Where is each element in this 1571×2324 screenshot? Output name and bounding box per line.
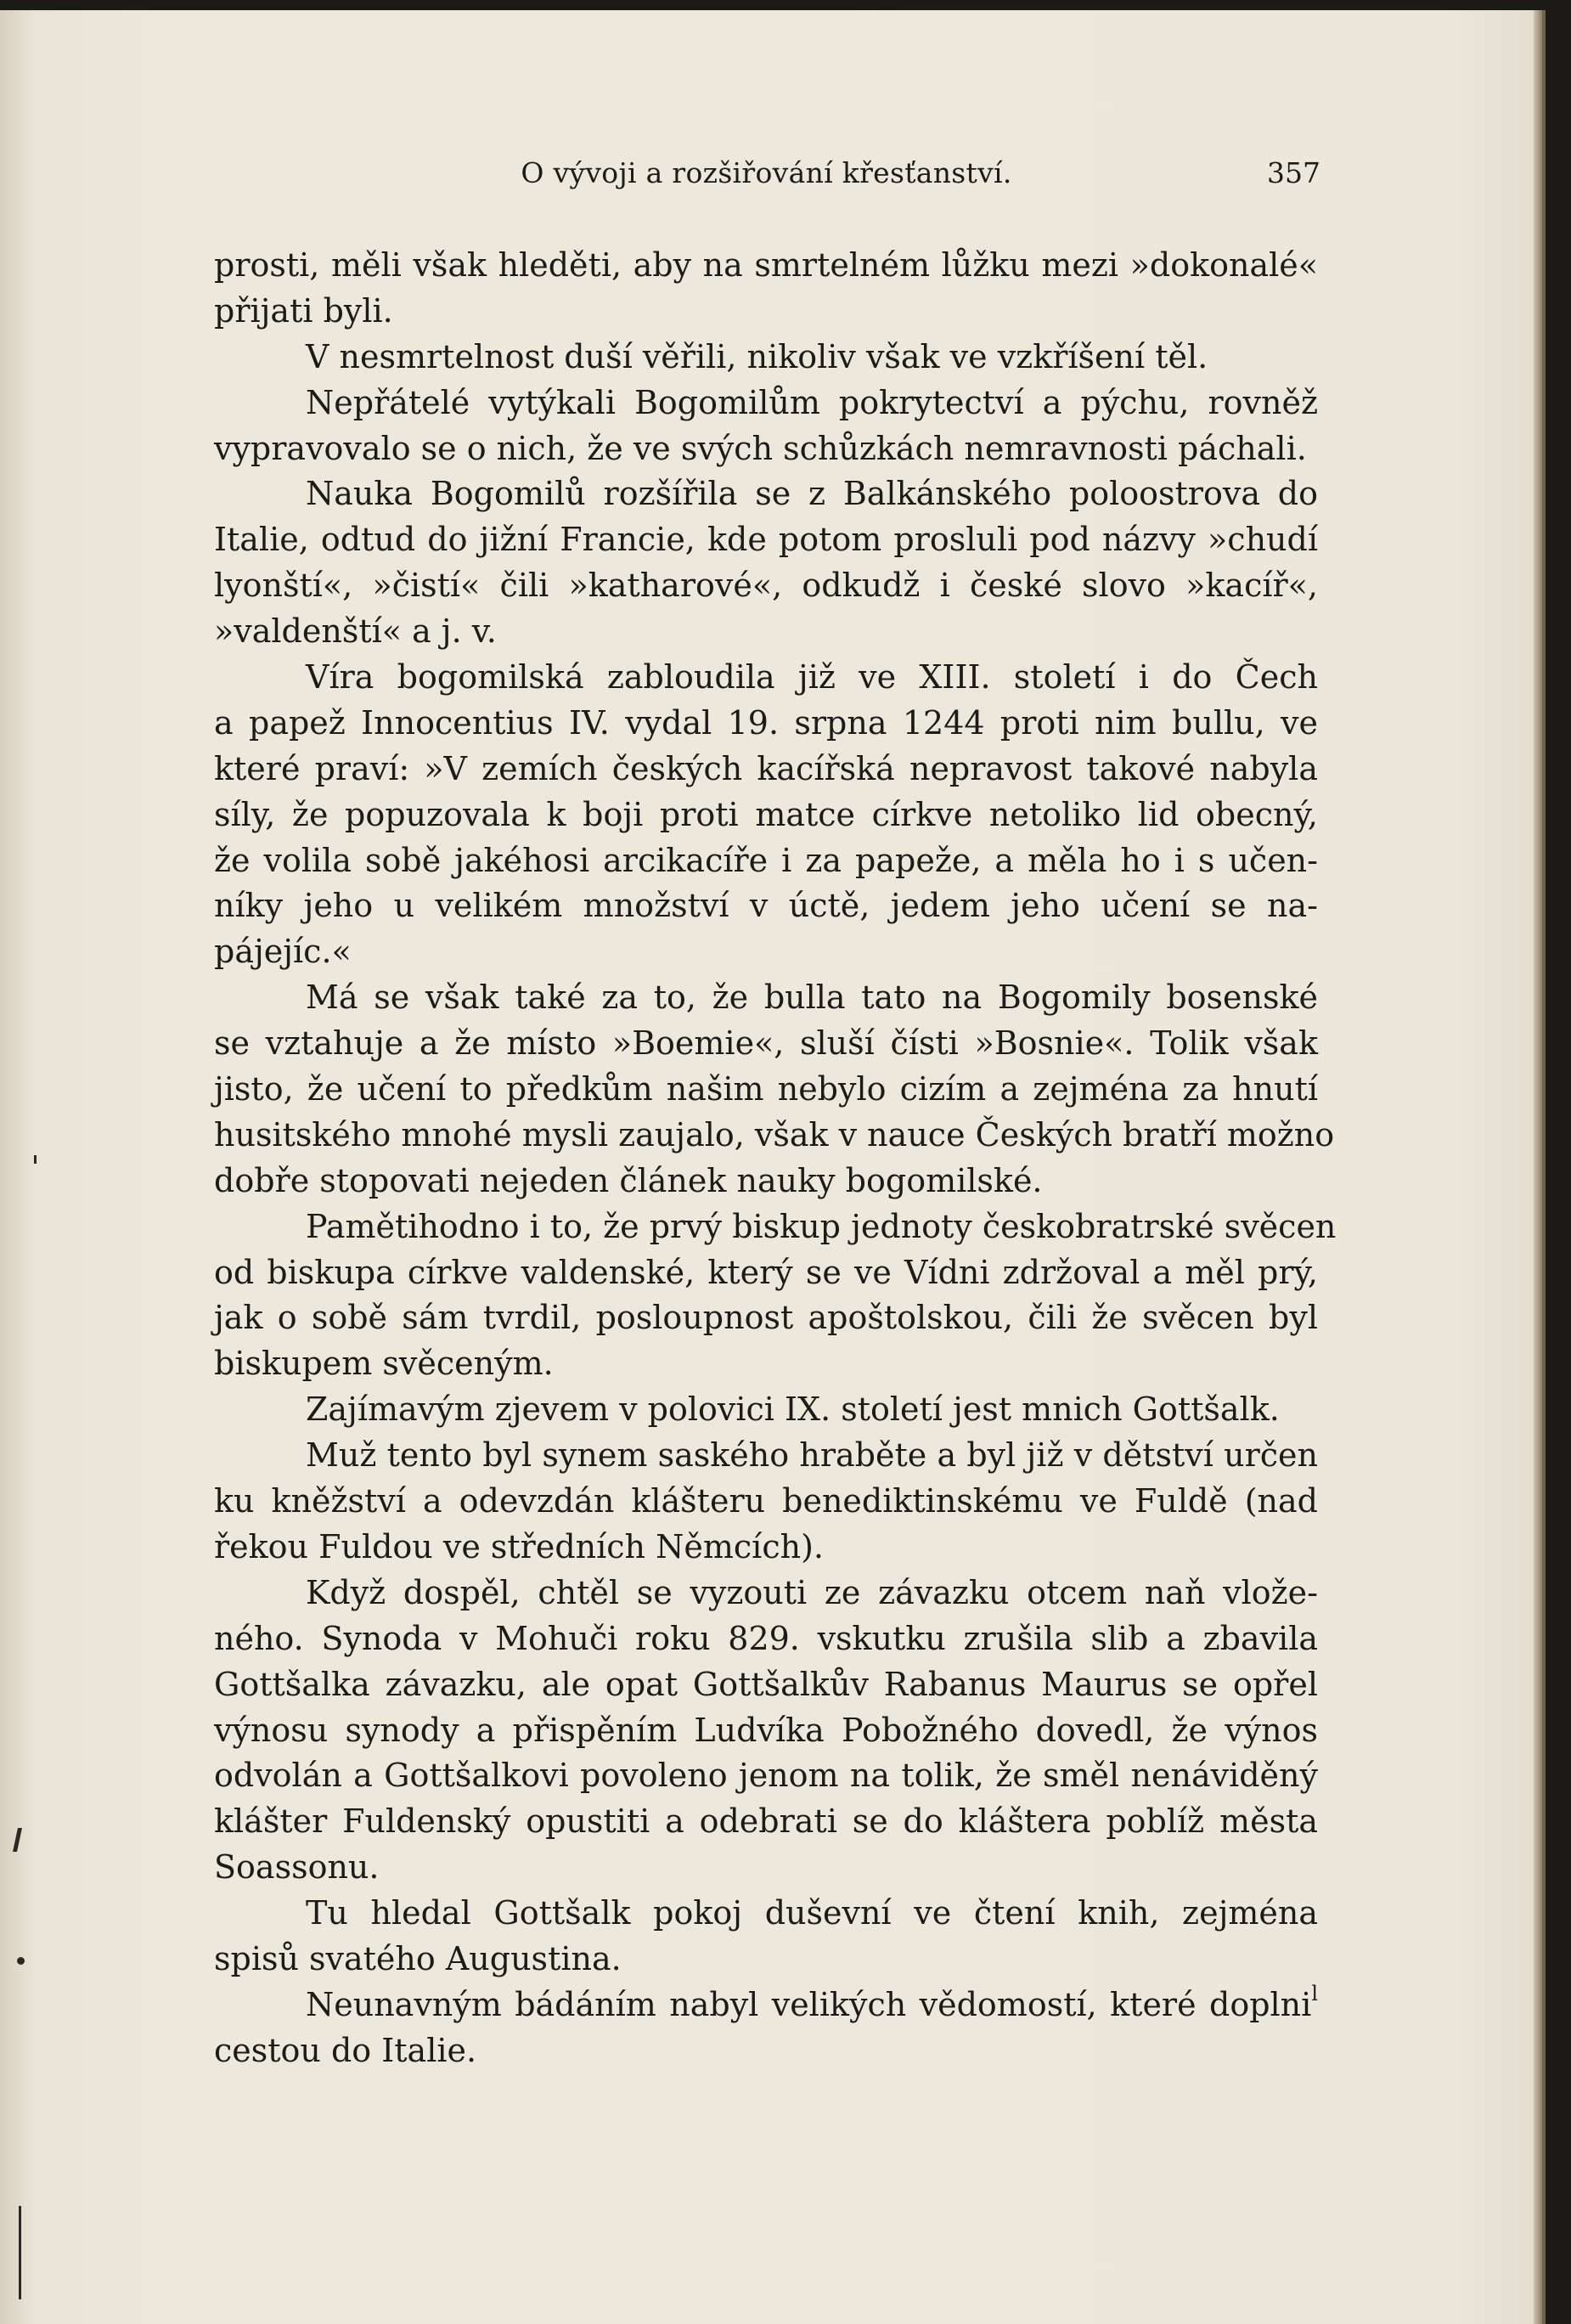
- text-line: dobře stopovati nejeden článek nauky bogomilské.: [214, 1161, 1043, 1199]
- text-line: které praví: »V zemích českých kacířská nepravost takové nabyla: [214, 749, 1318, 787]
- text-line: od biskupa církve valdenské, který se ve Vídni zdržoval a měl prý,: [214, 1253, 1318, 1291]
- text-line: »valdenští« a j. v.: [214, 612, 497, 651]
- text-line: výnosu synody a přispěním Ludvíka Pobožného dovedl, že výnos: [214, 1711, 1318, 1749]
- text-line: Italie, odtud do jižní Francie, kde potom prosluli pod názvy »chudí: [214, 521, 1318, 559]
- text-line: Pamětihodno i to, že prvý biskup jednoty českobratrské svěcen: [306, 1207, 1337, 1245]
- text-line: spisů svatého Augustina.: [214, 1939, 622, 1977]
- text-line: řekou Fuldou ve středních Němcích).: [214, 1527, 824, 1565]
- text-line: [214, 1983, 1318, 2028]
- running-title: O vývoji a rozšiřování křesťanství.: [521, 156, 1012, 189]
- text-line: odvolán a Gottšalkovi povoleno jenom na tolik, že směl nenáviděný: [214, 1757, 1318, 1795]
- text-line: cestou do Italie.: [214, 2031, 477, 2069]
- text-line: Když dospěl, chtěl se vyzouti ze závazku otcem naň vlože-: [306, 1573, 1318, 1611]
- text-line: husitského mnohé mysli zaujalo, však v nauce Českých bratří možno: [214, 1115, 1335, 1154]
- text-line: Zajímavým zjevem v polovici IX. století jest mnich Gottšalk.: [306, 1390, 1280, 1429]
- text-line: jak o sobě sám tvrdil, posloupnost apoštolskou, čili že svěcen byl: [214, 1299, 1318, 1337]
- line-text: Neunavným bádáním nabyl velikých vědomostí, které doplni: [306, 1985, 1312, 2023]
- text-line: Gottšalka závazku, ale opat Gottšalkův Rabanus Maurus se opřel: [214, 1665, 1318, 1703]
- text-line: Tu hledal Gottšalk pokoj duševní ve čtení knih, zejména: [306, 1894, 1318, 1932]
- text-line: ku kněžství a odevzdán klášteru benediktinskému ve Fuldě (nad: [214, 1482, 1318, 1520]
- text-line: a papež Innocentius IV. vydal 19. srpna 1244 proti nim bullu, ve: [214, 703, 1318, 742]
- running-head: [212, 156, 1320, 200]
- text-line: vypravovalo se o nich, že ve svých schůzkách nemravnosti páchali.: [214, 429, 1307, 467]
- text-line: pájejíc.«: [214, 933, 352, 971]
- text-line: Soassonu.: [214, 1848, 380, 1887]
- text-line: Nepřátelé vytýkali Bogomilům pokrytectví a pýchu, rovněž: [306, 383, 1318, 421]
- text-line: klášter Fuldenský opustiti a odebrati se do kláštera poblíž města: [214, 1802, 1318, 1841]
- footnote-mark: l: [1311, 1981, 1318, 2005]
- text-line: se vztahuje a že místo »Boemie«, sluší čísti »Bosnie«. Tolik však: [214, 1024, 1318, 1063]
- text-line: síly, že popuzovala k boji proti matce církve netoliko lid obecný,: [214, 795, 1318, 833]
- text-line: přijati byli.: [214, 291, 393, 330]
- text-line: biskupem svěceným.: [214, 1345, 554, 1383]
- text-line: níky jeho u velikém množství v úctě, jedem jeho učení se na-: [214, 887, 1318, 925]
- page-number: 357: [1267, 156, 1320, 189]
- text-line: lyonští«, »čistí« čili »katharové«, odkudž i české slovo »kacíř«,: [214, 567, 1318, 605]
- text-line: že volila sobě jakéhosi arcikacíře i za papeže, a měla ho i s učen-: [214, 841, 1318, 879]
- margin-mark: [34, 1155, 37, 1164]
- book-page: [0, 10, 1546, 2324]
- margin-mark: [17, 1957, 25, 1965]
- margin-mark: [19, 2206, 21, 2299]
- body-text: [214, 243, 1337, 2074]
- text-line: ného. Synoda v Mohuči roku 829. vskutku zrušila slib a zbavila: [214, 1619, 1318, 1657]
- text-line: jisto, že učení to předkům našim nebylo cizím a zejména za hnutí: [214, 1070, 1318, 1108]
- text-line: Nauka Bogomilů rozšířila se z Balkánského poloostrova do: [306, 475, 1318, 513]
- text-line: Má se však také za to, že bulla tato na Bogomily bosenské: [306, 979, 1318, 1017]
- text-line: V nesmrtelnost duší věřili, nikoliv však ve vzkříšení těl.: [306, 337, 1208, 375]
- text-line: prosti, měli však hleděti, aby na smrtelném lůžku mezi »dokonalé«: [214, 246, 1318, 284]
- text-line: Víra bogomilská zabloudila již ve XIII. století i do Čech: [306, 658, 1318, 697]
- margin-mark: [13, 1828, 22, 1852]
- text-line: Muž tento byl synem saského hraběte a byl již v dětství určen: [306, 1436, 1318, 1475]
